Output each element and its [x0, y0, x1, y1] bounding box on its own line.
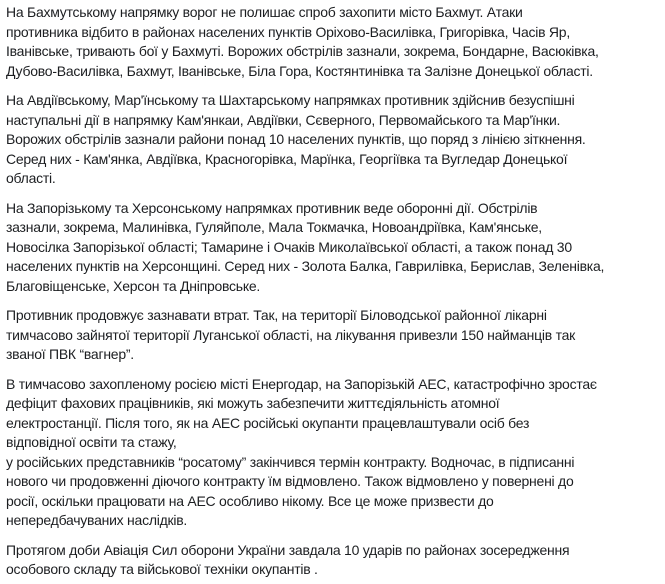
post-paragraph: [6, 3, 665, 81]
paragraph-line: На Бахмутському напрямку ворог не полишає спроб захопити місто Бахмут. Атаки: [6, 4, 523, 20]
paragraph-line: зазнали, зокрема, Малинівка, Гуляйполе, Мала Токмачка, Новоандріївка, Кам'янське,: [6, 219, 542, 235]
paragraph-line: Серед них - Кам'янка, Авдіївка, Красногорівка, Марїнка, Георгіївка та Вугледар Донецької: [6, 150, 568, 167]
paragraph-line: тимчасово зайнятої території Луганської області, на лікування привезли 150 найманців так: [6, 326, 576, 343]
post-paragraph: [6, 306, 665, 365]
paragraph-line: противника відбито в районах населених пунктів Оріхово-Василівка, Григорівка, Часів Яр,: [6, 23, 570, 40]
paragraph-line: нового чи продовженні діючого контракту їм відмовлено. Також відмовлено у повернені до: [6, 473, 574, 489]
post-paragraph: [6, 91, 665, 189]
paragraph-line: званої ПВК “вагнер”.: [6, 346, 134, 362]
paragraph-line: області.: [6, 170, 56, 186]
paragraph-line: На Запорізькому та Херсонському напрямках противник веде оборонні дії. Обстрілів: [6, 199, 538, 216]
paragraph-line: росії, оскільки працювати на АЕС особливо нікому. Все це може призвести до: [6, 492, 494, 509]
paragraph-line: В тимчасово захопленому росією місті Енергодар, на Запорізькій АЕС, катастрофічно зростає: [6, 375, 597, 392]
paragraph-line: непередбачуваних наслідків.: [6, 512, 188, 528]
paragraph-line: особового складу та військової техніки окупантів .: [6, 561, 318, 577]
paragraph-line: Протягом доби Авіація Сил оборони України завдала 10 ударів по районах зосередження: [6, 541, 570, 558]
paragraph-line: Противник продовжує зазнавати втрат. Так, на території Біловодської районної лікарні: [6, 307, 547, 323]
paragraph-line: На Авдіївському, Мар'їнському та Шахтарському напрямках противник здійснив безуспішні: [6, 92, 575, 108]
paragraph-line: електростанції. Після того, як на АЕС російські окупанти працевлаштували осіб без: [6, 414, 530, 431]
paragraph-line: Дубово-Василівка, Бахмут, Іванівське, Біла Гора, Костянтинівка та Залізне Донецької області.: [6, 62, 593, 79]
post-paragraph: [6, 541, 665, 580]
paragraph-line: Новосілка Запорізької області; Тамарине і Очаків Миколаївської області, а також понад 30: [6, 238, 572, 255]
paragraph-line: Ворожих обстрілів зазнали райони понад 10 населених пунктів, що поряд з лінією зіткнення.: [6, 131, 586, 147]
paragraph-line: населених пунктів на Херсонщині. Серед них - Золота Балка, Гаврилівка, Берислав, Зеленівка,: [6, 258, 605, 274]
paragraph-line: відповідної освіти та стажу,: [6, 434, 177, 450]
paragraph-line: Іванівське, тривають бої у Бахмуті. Ворожих обстрілів зазнали, зокрема, Бондарне, Васюківка,: [6, 43, 599, 59]
paragraph-line: дефіцит фахових працівників, які можуть забезпечити життєдіяльність атомної: [6, 395, 500, 411]
paragraph-line: у російських представників “росатому” закінчився термін контракту. Водночас, в підписанні: [6, 453, 575, 470]
paragraph-line: наступальні дії в напрямку Кам'янкаи, Авдіївки, Сєверного, Первомайського та Мар'їнки.: [6, 111, 561, 128]
post-paragraph: [6, 375, 665, 531]
paragraph-line: Благовіщенське, Херсон та Дніпровське.: [6, 277, 261, 294]
post-paragraph: [6, 199, 665, 297]
